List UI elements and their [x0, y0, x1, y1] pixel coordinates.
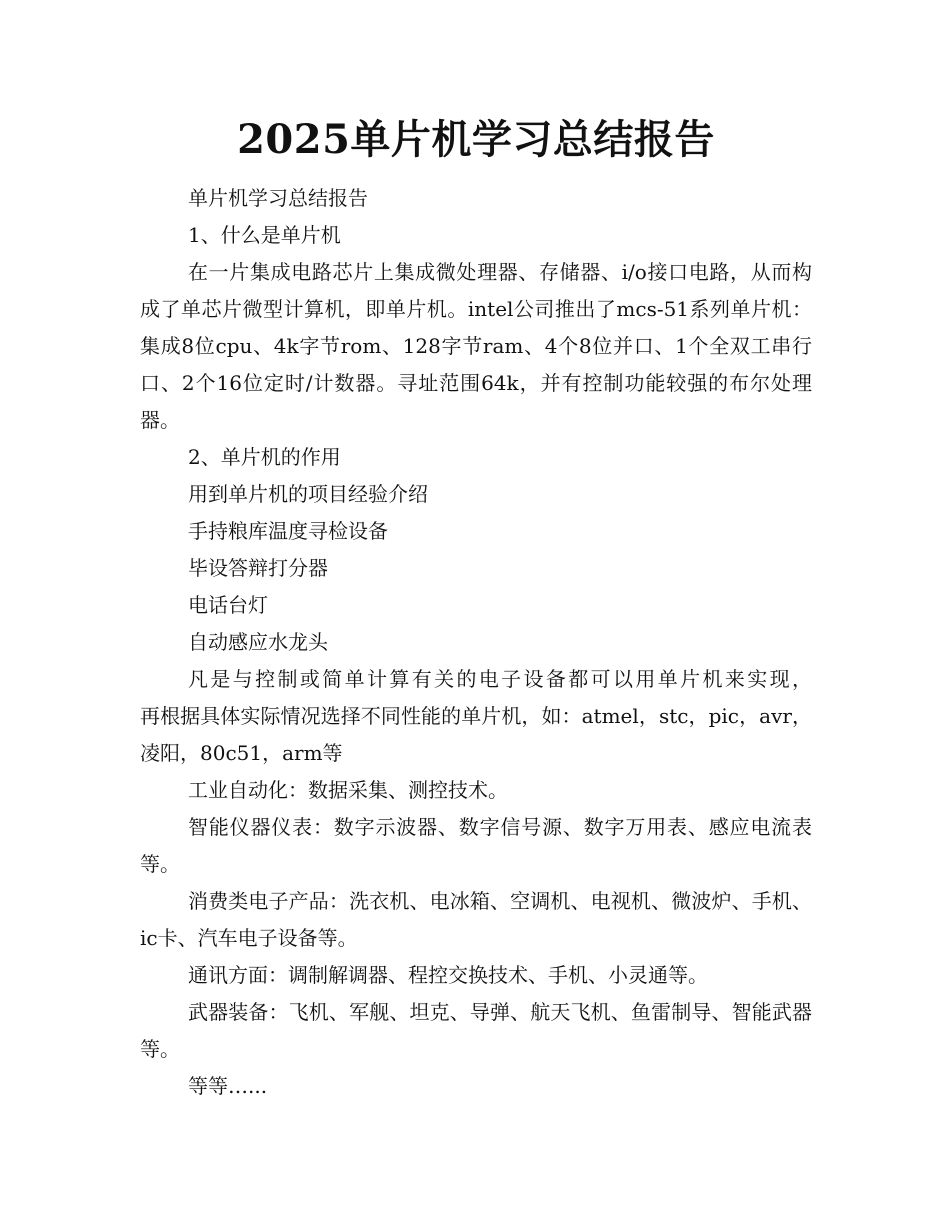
- paragraph-mcu-definition: 在一片集成电路芯片上集成微处理器、存储器、i/o接口电路，从而构成了单芯片微型计算机，即单片机。intel公司推出了mcs-51系列单片机：集成8位cpu、4k字节rom、128字节ram、4个8位并口、1个全双工串行口、2个16位定时/计数器。寻址范围64k，并有控制功能较强的布尔处理器。: [140, 260, 812, 432]
- project-item-auto-faucet: 自动感应水龙头: [188, 630, 328, 654]
- paragraph-etc: 等等…...: [188, 1074, 268, 1098]
- application-consumer-electronics: 消费类电子产品：洗衣机、电冰箱、空调机、电视机、微波炉、手机、ic卡、汽车电子设备等。: [140, 889, 812, 950]
- application-communications: 通讯方面：调制解调器、程控交换技术、手机、小灵通等。: [188, 963, 708, 987]
- application-smart-instruments: 智能仪器仪表：数字示波器、数字信号源、数字万用表、感应电流表等。: [140, 815, 812, 876]
- heading-what-is-mcu: 1、什么是单片机: [188, 223, 341, 247]
- project-item-defense-scorer: 毕设答辩打分器: [188, 556, 328, 580]
- paragraph-project-experience: 用到单片机的项目经验介绍: [188, 482, 428, 506]
- project-item-phone-lamp: 电话台灯: [188, 593, 268, 617]
- project-item-grain-temperature: 手持粮库温度寻检设备: [188, 519, 388, 543]
- application-weapons-equipment: 武器装备：飞机、军舰、坦克、导弹、航天飞机、鱼雷制导、智能武器等。: [140, 1000, 812, 1061]
- paragraph-subtitle: 单片机学习总结报告: [188, 186, 368, 210]
- heading-mcu-function: 2、单片机的作用: [188, 445, 341, 469]
- document-title: 2025单片机学习总结报告: [237, 116, 715, 163]
- application-industrial-automation: 工业自动化：数据采集、测控技术。: [188, 778, 508, 802]
- paragraph-mcu-options: 再根据具体实际情况选择不同性能的单片机，如：atmel，stc，pic，avr，凌阳，80c51，arm等: [140, 704, 812, 765]
- paragraph-mcu-applications: 凡是与控制或简单计算有关的电子设备都可以用单片机来实现，: [188, 667, 812, 691]
